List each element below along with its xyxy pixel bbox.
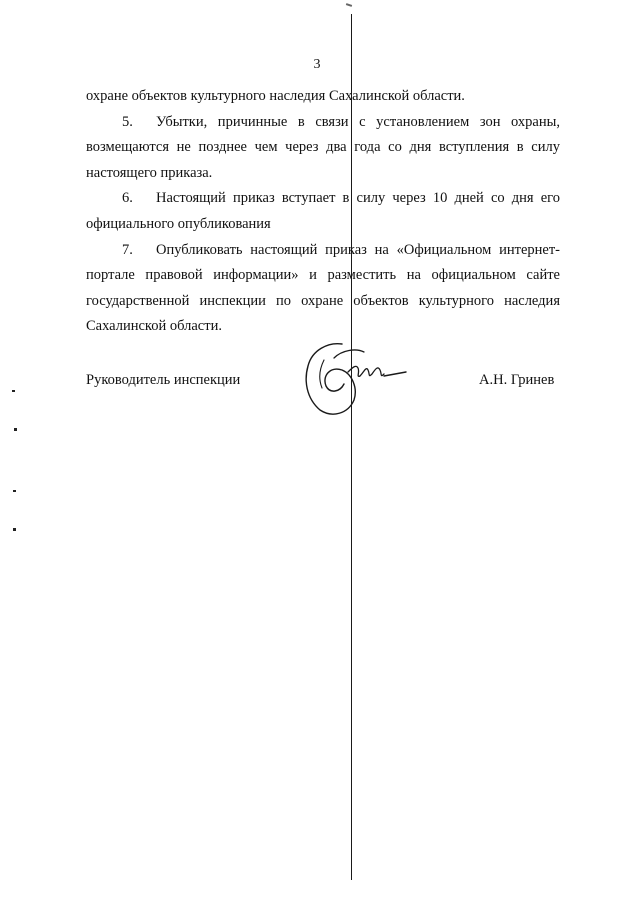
page-number: 3	[313, 57, 321, 72]
item-text: Настоящий приказ вступает в силу через 10 дней со дня его официального опубликования	[86, 190, 560, 232]
list-item	[86, 110, 560, 187]
list-item	[86, 186, 560, 237]
continuation-paragraph: охране объектов культурного наследия Сахалинской области.	[86, 88, 465, 104]
scan-artifact	[346, 3, 352, 7]
item-number: 7.	[122, 241, 133, 258]
signer-name: А.Н. Гринев	[479, 372, 555, 388]
signer-position: Руководитель инспекции	[86, 372, 241, 388]
list-item	[86, 238, 560, 340]
scan-speck	[14, 428, 17, 431]
scan-speck	[12, 390, 15, 392]
document-body	[86, 84, 560, 340]
item-number: 5.	[122, 113, 133, 130]
item-text: Убытки, причинные в связи с установлением зон охраны, возмещаются не позднее чем через два года со дня вступления в силу настоящего приказа.	[86, 113, 560, 181]
handwritten-signature	[298, 338, 410, 422]
item-text: Опубликовать настоящий приказ на «Официальном интернет-портале правовой информации» и разместить на официальном сайте государственной инспекции по охране объектов культурного наследия Сахалинской области.	[86, 241, 560, 335]
scan-speck	[13, 490, 16, 492]
item-number: 6.	[122, 190, 133, 207]
scan-speck	[13, 528, 16, 531]
